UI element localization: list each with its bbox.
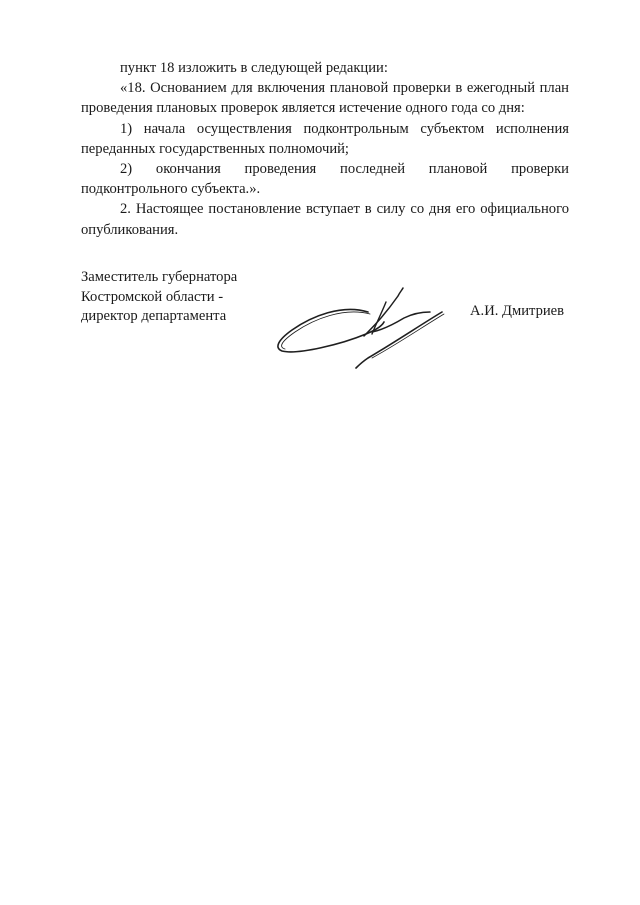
paragraph-item-2: 2) окончания проведения последней плановой проверки подконтрольного субъекта.». [81,161,569,198]
signatory-title-line: Заместитель губернатора [81,269,238,285]
signatory-name: А.И. Дмитриев [470,303,565,319]
handwritten-signature [272,282,462,374]
signatory-title [81,268,237,327]
document-body [81,58,569,240]
signatory-title-line: директор департамента [81,308,227,324]
paragraph-intro: пункт 18 изложить в следующей редакции: [120,60,388,76]
paragraph-effective-date: 2. Настоящее постановление вступает в силу со дня его официального опубликования. [81,201,569,238]
signatory-title-line: Костромской области - [81,288,224,305]
paragraph-clause-18: «18. Основанием для включения плановой проверки в ежегодный план проведения плановых проверок является истечение одного года со дня: [81,80,569,117]
paragraph-item-1: 1) начала осуществления подконтрольным субъектом исполнения переданных государственных полномочий; [81,120,569,157]
